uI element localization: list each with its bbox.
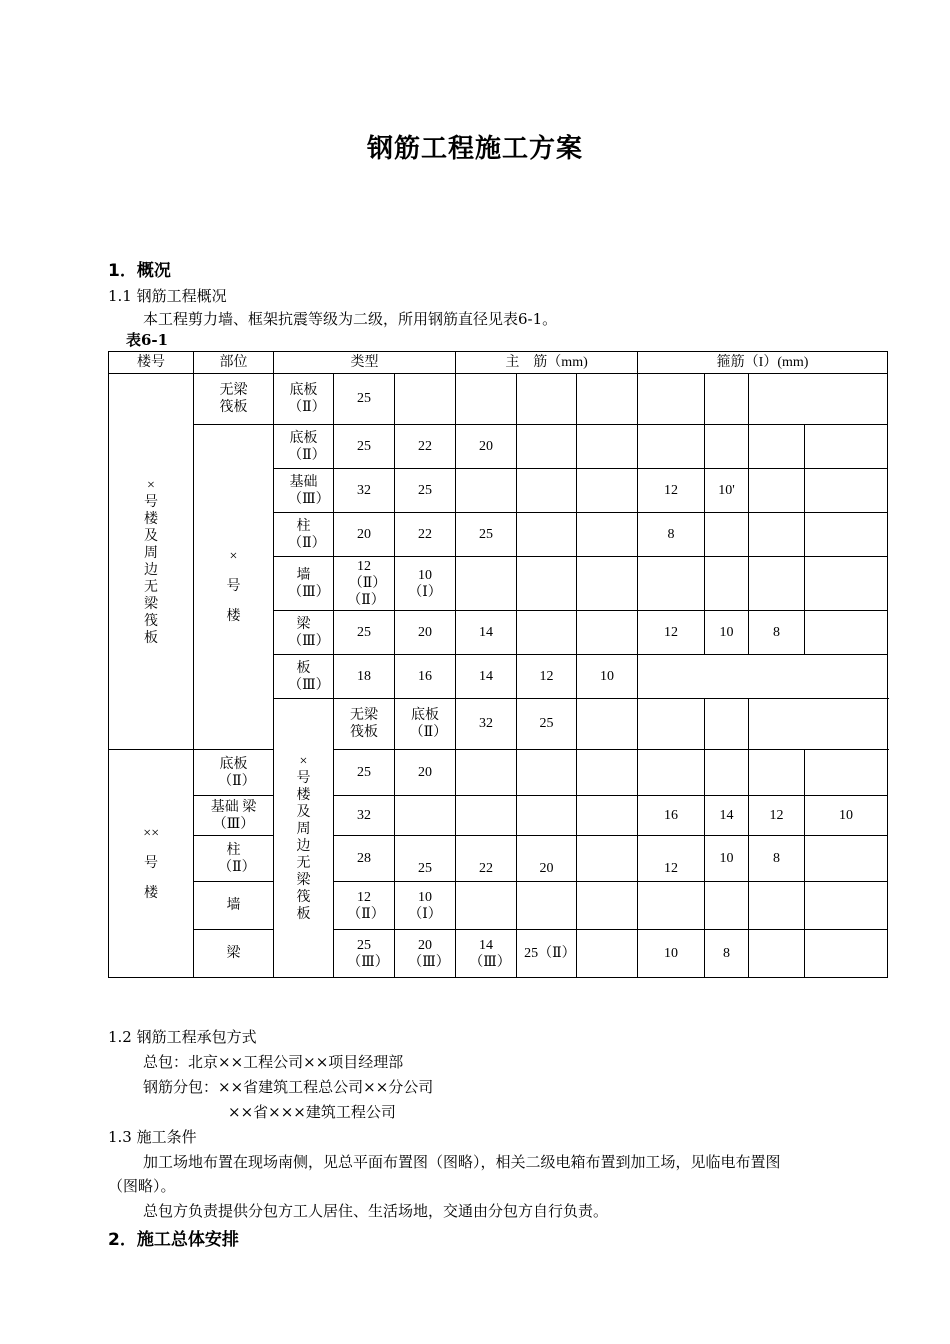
table-row: ×号楼及周边无梁筏板 无梁筏板 底板（Ⅱ） 25	[109, 374, 888, 425]
section-1-heading: 1．概况	[108, 261, 171, 281]
subsection-1-1-text: 本工程剪力墙、框架抗震等级为二级，所用钢筋直径见表6-1。	[143, 310, 558, 328]
header-stirrup: 箍筋（I）(mm)	[638, 352, 888, 374]
conditions-paragraph-1: 加工场地布置在现场南侧，见总平面布置图（图略），相关二级电箱布置到加工场，见临电布置图	[143, 1153, 781, 1171]
general-contractor: 总包：北京××工程公司××项目经理部	[143, 1053, 404, 1071]
header-building: 楼号	[109, 352, 194, 374]
part-cell-2: ××号楼	[109, 750, 194, 978]
subsection-1-2: 1.2 钢筋工程承包方式	[108, 1028, 257, 1046]
building-cell-2: ×号楼及周边无梁筏板	[274, 699, 334, 978]
header-part: 部位	[194, 352, 274, 374]
subsection-1-3: 1.3 施工条件	[108, 1128, 197, 1146]
table-row: 墙（Ⅲ） 12（Ⅱ）（Ⅱ） 10（Ⅰ）	[109, 557, 888, 611]
conditions-paragraph-2: 总包方负责提供分包方工人居住、生活场地，交通由分包方自行负责。	[143, 1202, 609, 1220]
table-row: 墙 12（Ⅱ） 10（Ⅰ）	[109, 882, 888, 930]
table-row: 基础 梁（Ⅲ） 32 16 14 12 10	[109, 796, 888, 836]
conditions-paragraph-1-cont: （图略）。	[108, 1177, 176, 1195]
part-cell: ×号楼	[194, 425, 274, 750]
raft-cell: 无梁筏板	[194, 374, 274, 425]
page-title: 钢筋工程施工方案	[366, 134, 583, 164]
table-row: ××号楼 底板（Ⅱ） 25 20	[109, 750, 888, 796]
header-main-bar: 主 筋（mm)	[456, 352, 638, 374]
table-row: 梁（Ⅲ） 25 20 14 12 10 8	[109, 611, 888, 655]
building-cell: ×号楼及周边无梁筏板	[109, 374, 194, 750]
table-caption: 表6-1	[126, 331, 169, 349]
rebar-subcontractor: 钢筋分包：××省建筑工程总公司××分公司	[143, 1078, 434, 1096]
table-row: ×号楼及周边无梁筏板 无梁筏板 底板（Ⅱ） 32 25	[109, 699, 888, 750]
table-row: 柱（Ⅱ） 20 22 25 8	[109, 513, 888, 557]
table-row: ×号楼 底板（Ⅱ） 25 22 20	[109, 425, 888, 469]
subsection-1-1: 1.1 钢筋工程概况	[108, 287, 227, 305]
table-row: 基础（Ⅲ） 32 25 12 10'	[109, 469, 888, 513]
table-row: 柱（Ⅱ） 28 25 22 20 12 10 8	[109, 836, 888, 882]
table-row: 梁 25（Ⅲ） 20（Ⅲ） 14（Ⅲ） 25（Ⅱ） 10 8	[109, 930, 888, 978]
table-row: 板（Ⅲ） 18 16 14 12 10	[109, 655, 888, 699]
rebar-table	[108, 351, 888, 978]
raft-cell-2: 无梁筏板	[334, 699, 395, 750]
table-header-row	[109, 352, 888, 374]
section-2-heading: 2．施工总体安排	[108, 1230, 239, 1250]
header-type: 类型	[274, 352, 456, 374]
rebar-subcontractor-2: ××省×××建筑工程公司	[228, 1103, 396, 1121]
